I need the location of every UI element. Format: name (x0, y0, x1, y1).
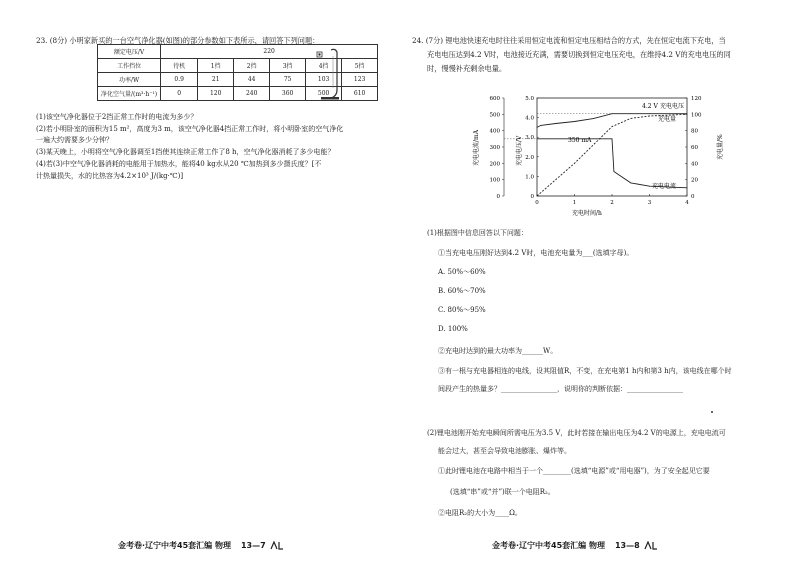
q24-sub3a: ③有一根与充电器相连的电线，设其阻值R，不变，在充电第1 h内和第3 h内，该电线在哪个时 (438, 367, 732, 375)
current-series-label: 充电电流 (652, 183, 677, 190)
series-point-2 (612, 138, 613, 139)
left-tick-label: 0 (496, 194, 500, 200)
mid-tick-label: 4.0 (525, 115, 534, 122)
table-cell: 360 (270, 87, 306, 101)
q23-part-2-cont: 一遍大约需要多少分钟？ (36, 136, 113, 144)
x-tick-label: 4 (685, 200, 689, 206)
mid-tick-label: 1.0 (525, 174, 534, 181)
series-point-0 (540, 125, 541, 126)
table-cell: 0.9 (161, 73, 198, 87)
table-cell: 240 (234, 87, 270, 101)
right-tick-label: 0 (691, 194, 695, 200)
series-point-0 (593, 118, 594, 119)
left-tick-label: 500 (489, 112, 500, 119)
q23-part-1: (1)该空气净化器位于2挡正常工作时的电流为多少？ (36, 113, 198, 121)
right-tick-label: 40 (691, 161, 698, 168)
mid-axis-label: 充电电压/V (516, 135, 523, 166)
option-d: D. 100% (438, 325, 468, 333)
q24-part2-a: (2)锂电池刚开始充电瞬间所需电压为3.5 V，此时若接在输出电压为4.2 V的电源上，充电电流可 (427, 429, 726, 437)
left-tick-label: 300 (489, 145, 500, 151)
table-cell: 额定电压/V (98, 45, 161, 59)
series-point-0 (574, 121, 575, 122)
left-tick-label: 200 (489, 161, 500, 168)
right-footer: 金考卷·辽宁中考45套汇编 物理 13—8 (492, 540, 658, 551)
option-b: B. 60%～70% (438, 287, 486, 295)
charge-series-label: 充电量 (658, 116, 677, 123)
series-point-0 (630, 113, 631, 114)
table-cell: 3挡 (270, 59, 306, 73)
table-cell: 待机 (161, 59, 198, 73)
right-axis-label: 充电量/% (717, 134, 724, 160)
right-page (400, 0, 800, 566)
x-tick-label: 0 (535, 200, 539, 206)
publisher-logo-icon (644, 541, 658, 550)
table-cell: 44 (234, 73, 270, 87)
table-cell: 75 (270, 73, 306, 87)
option-c: C. 80%～95% (438, 306, 486, 314)
q23-part-3: (3)某天晚上，小明将空气净化器调至1挡使其连续正常工作了8 h，空气净化器消耗了多少电能？ (36, 148, 335, 156)
voltage-series-label: 充电电压 (660, 103, 685, 110)
air-purifier-illustration (313, 46, 343, 104)
series-point-2 (613, 171, 614, 172)
q23-part-2: (2)若小明卧室的面积为15 m²，高度为3 m，该空气净化器4挡正常工作时，将小明卧室的空气净化 (36, 125, 344, 133)
q24-sub3b: 间段产生的热量多？________________，说明你的判断依据：________________ (438, 385, 683, 393)
series-point-2 (537, 138, 538, 139)
mid-tick-label: 5.0 (525, 96, 534, 102)
charging-chart (472, 88, 742, 218)
left-footer: 金考卷·辽宁中考45套汇编 物理 13—7 (118, 540, 284, 551)
mid-tick-label: 2.0 (525, 154, 534, 161)
q23-title: 23. (8分) 小明家新买的一台空气净化器(如图)的部分参数如下表所示，请回答下列问题： (36, 36, 320, 45)
table-cell: 功率/W (98, 73, 161, 87)
left-tick-label: 600 (489, 96, 500, 102)
current-value-label: 350 mA (568, 137, 592, 144)
series-line-2 (537, 139, 687, 188)
plot-frame (537, 98, 687, 196)
q24-part2-e: ②电阻R₂的大小为____Ω。 (438, 509, 522, 517)
series-point-1 (649, 116, 650, 117)
table-cell: 4挡 (306, 59, 342, 73)
publisher-logo-icon (270, 541, 284, 550)
q24-intro-2: 充电电压达到4.2 V时，电池接近充满，需要切换到恒定电压充电，在维持4.2 V的充电电压的同 (427, 50, 731, 59)
series-point-1 (687, 114, 688, 115)
right-tick-label: 20 (691, 177, 698, 184)
right-tick-label: 60 (691, 145, 698, 151)
q24-intro-1: 24. (7分) 锂电池快速充电时往往采用恒定电流和恒定电压相结合的方式，先在恒定电流下充电，当 (412, 36, 726, 45)
table-cell: 净化空气量/(m³·h⁻¹) (98, 87, 161, 101)
option-a: A. 50%～60% (438, 268, 486, 276)
q24-part2-b: 能会过大，甚至会导致电池膨胀、爆炸等。 (438, 447, 571, 455)
x-tick-label: 1 (572, 200, 577, 206)
right-tick-label: 100 (691, 112, 702, 119)
table-cell: 5挡 (342, 59, 378, 73)
q23-part-4: (4)若(3)中空气净化器消耗的电能用于加热水，能将40 kg水从20 ℃加热到多少摄氏度？[不 (36, 160, 322, 168)
q24-sub1: ①当充电电压刚好达到4.2 V时，电池充电量为___(选填字母)。 (438, 249, 634, 257)
q23-part-4-cont: 计热量损失，水的比热容为4.2×10³ J/(kg·℃)] (36, 172, 184, 180)
x-tick-label: 2 (610, 200, 614, 206)
q24-intro-3: 时，慢慢补充剩余电量。 (427, 64, 507, 73)
table-cell: 220 (161, 45, 378, 59)
table-cell: 120 (198, 87, 234, 101)
series-point-2 (649, 186, 650, 187)
table-cell: 610 (342, 87, 378, 101)
x-tick-label: 3 (647, 200, 652, 206)
table-cell: 1挡 (198, 59, 234, 73)
v-value-label: 4.2 V (642, 103, 658, 110)
table-cell: 103 (306, 73, 342, 87)
table-cell: 工作挡位 (98, 59, 161, 73)
table-cell: 2挡 (234, 59, 270, 73)
series-point-0 (649, 113, 650, 114)
series-point-1 (537, 196, 538, 197)
series-point-1 (574, 163, 575, 164)
series-point-2 (687, 187, 688, 188)
q24-part2-c: ①此时锂电池在电路中相当于一个________(选填“电源”或“用电器”)，为了安全起见它要 (438, 467, 710, 475)
series-point-0 (537, 127, 538, 128)
left-tick-label: 100 (489, 177, 500, 184)
series-point-1 (630, 118, 631, 119)
series-point-0 (555, 123, 556, 124)
table-cell: 123 (342, 73, 378, 87)
table-cell: 0 (161, 87, 198, 101)
table-cell: 21 (198, 73, 234, 87)
x-axis-label: 充电时间/h (572, 210, 602, 217)
left-axis-label: 充电电流/mA (473, 129, 480, 166)
left-tick-label: 400 (489, 128, 500, 135)
mid-tick-label: 3.0 (525, 135, 534, 142)
q24-part1-title: (1)根据图中信息回答以下问题： (427, 229, 528, 237)
mid-tick-label: 0 (530, 194, 534, 200)
table-cell: 500 (306, 87, 342, 101)
right-tick-label: 120 (691, 96, 702, 102)
right-tick-label: 80 (691, 128, 698, 135)
q24-sub2: ②充电时达到的最大功率为______W。 (438, 347, 558, 355)
series-point-2 (630, 183, 631, 184)
stray-mark (711, 411, 713, 413)
q24-part2-d: (选填“串”或“并”)联一个电阻R₂。 (450, 488, 555, 496)
series-point-1 (612, 126, 613, 127)
